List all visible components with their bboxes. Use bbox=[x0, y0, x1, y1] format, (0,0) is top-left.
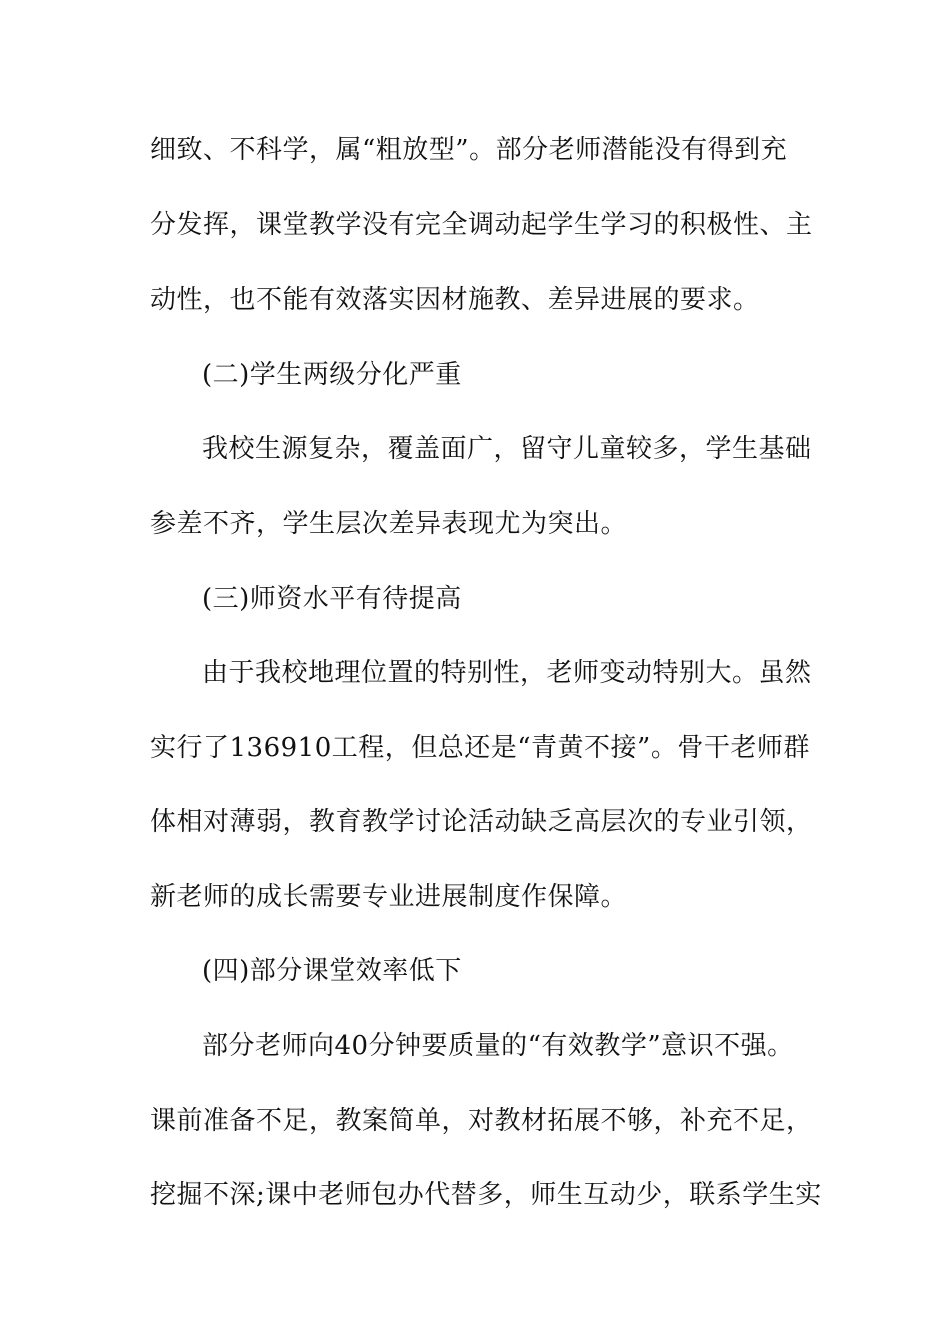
body-text-line: 我校生源复杂，覆盖面广，留守儿童较多，学生基础 bbox=[202, 434, 812, 464]
body-text-line: 挖掘不深;课中老师包办代替多，师生互动少，联系学生实 bbox=[150, 1180, 822, 1210]
body-text-line: 实行了136910工程，但总还是“青黄不接”。骨干老师群 bbox=[150, 733, 810, 763]
body-text-line: 课前准备不足，教案简单，对教材拓展不够，补充不足， bbox=[150, 1106, 813, 1136]
body-text-line: 动性，也不能有效落实因材施教、差异进展的要求。 bbox=[150, 285, 760, 315]
section-heading: (四)部分课堂效率低下 bbox=[202, 956, 462, 986]
body-text-line: 分发挥，课堂教学没有完全调动起学生学习的积极性、主 bbox=[150, 210, 813, 240]
body-text-line: 部分老师向40分钟要质量的“有效教学”意识不强。 bbox=[202, 1031, 794, 1061]
body-text-line: 新老师的成长需要专业进展制度作保障。 bbox=[150, 882, 628, 912]
body-text-line: 由于我校地理位置的特别性，老师变动特别大。虽然 bbox=[202, 658, 812, 688]
section-heading: (三)师资水平有待提高 bbox=[202, 584, 462, 614]
section-heading: (二)学生两级分化严重 bbox=[202, 360, 462, 390]
body-text-line: 细致、不科学，属“粗放型”。部分老师潜能没有得到充 bbox=[150, 135, 788, 165]
body-text-line: 体相对薄弱，教育教学讨论活动缺乏高层次的专业引领， bbox=[150, 807, 813, 837]
body-text-line: 参差不齐，学生层次差异表现尤为突出。 bbox=[150, 509, 628, 539]
